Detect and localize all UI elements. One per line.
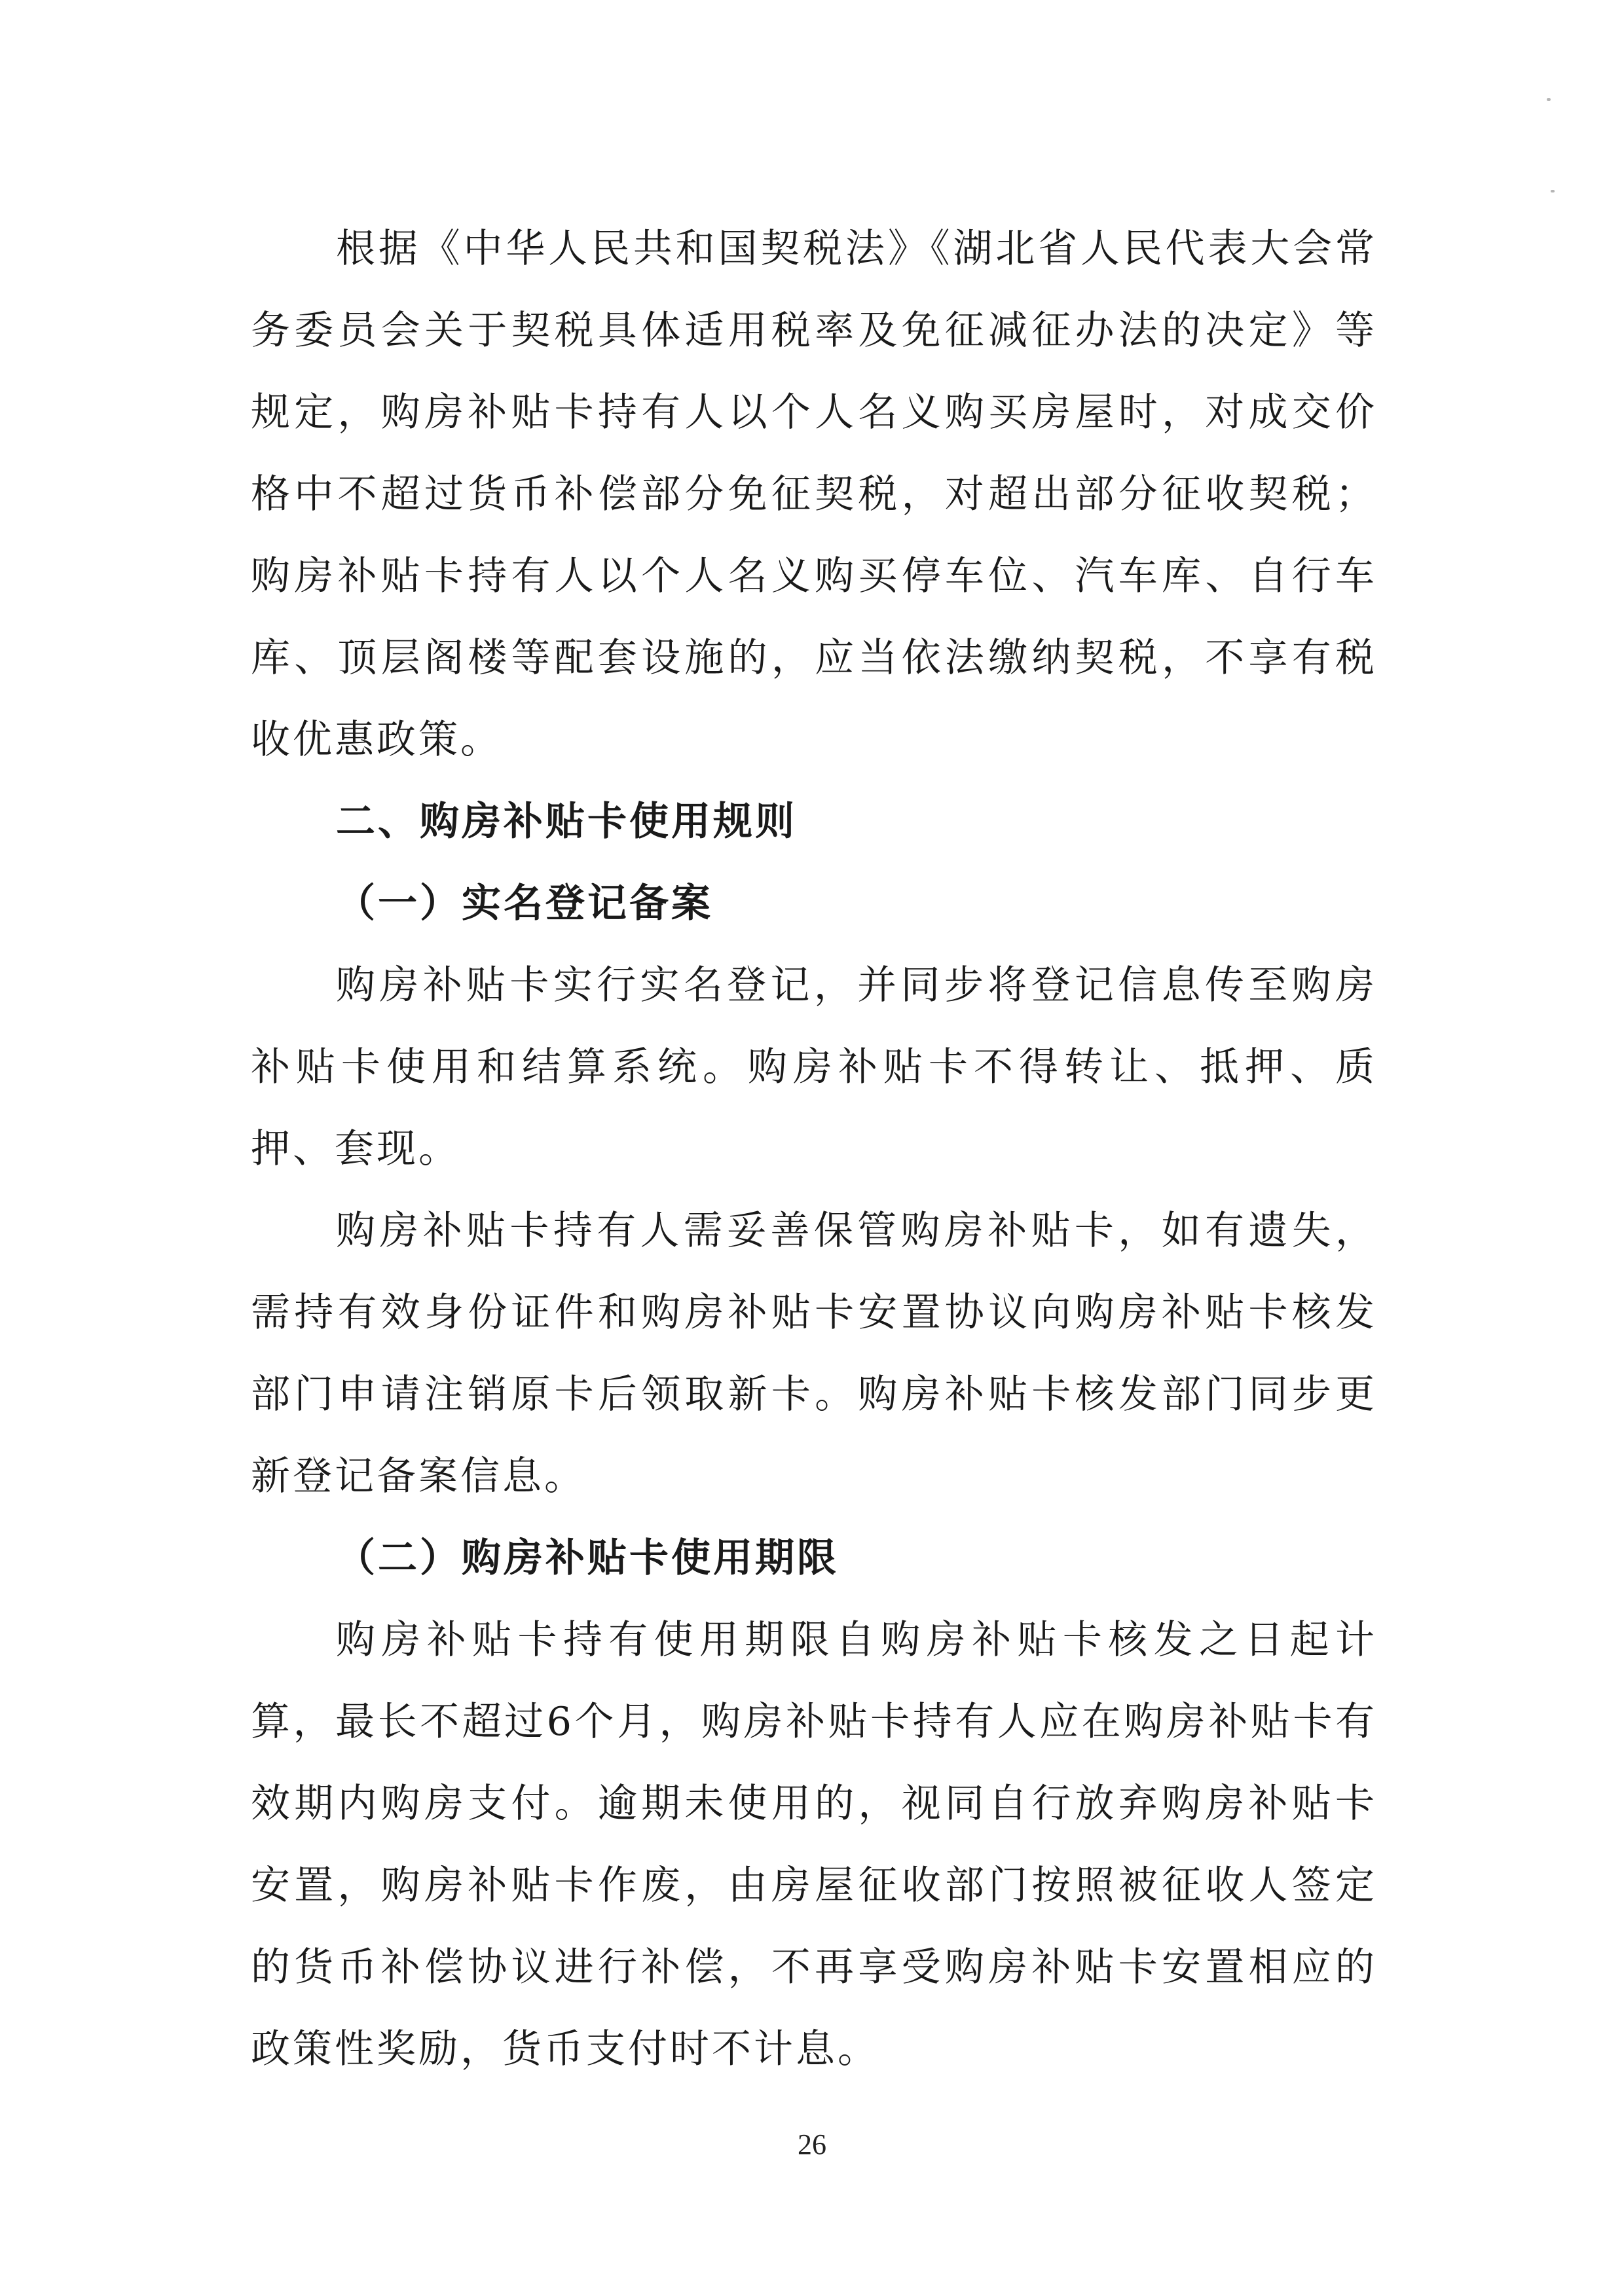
scan-speck — [1547, 98, 1551, 101]
subheading-real-name-registration: （一）实名登记备案 — [336, 881, 713, 926]
subheading-validity-period: （二）购房补贴卡使用期限 — [336, 1535, 839, 1581]
scan-speck — [1551, 190, 1555, 192]
page-number: 26 — [798, 2128, 826, 2160]
paragraph-card-loss: 购房补贴卡持有人需妥善保管购房补贴卡，如有遗失，需持有效身份证件和购房补贴卡安置协议向购房补贴卡核发部门申请注销原卡后领取新卡。购房补贴卡核发部门同步更新登记备案信息。 — [251, 1208, 1377, 1499]
section-heading-usage-rules: 二、购房补贴卡使用规则 — [336, 799, 797, 845]
paragraph-validity: 购房补贴卡持有使用期限自购房补贴卡核发之日起计算，最长不超过6个月，购房补贴卡持有人应在购房补贴卡有效期内购房支付。逾期未使用的，视同自行放弃购房补贴卡安置，购房补贴卡作废，由房屋征收部门按照被征收人签定的货币补偿协议进行补偿，不再享受购房补贴卡安置相应的政策性奖励，货币支付时不计息。 — [251, 1617, 1377, 2072]
body-text — [251, 208, 1377, 2090]
paragraph-deed-tax: 根据《中华人民共和国契税法》《湖北省人民代表大会常务委员会关于契税具体适用税率及免征减征办法的决定》等规定，购房补贴卡持有人以个人名义购买房屋时，对成交价格中不超过货币补偿部分免征契税，对超出部分征收契税；购房补贴卡持有人以个人名义购买停车位、汽车库、自行车库、顶层阁楼等配套设施的，应当依法缴纳契税，不享有税收优惠政策。 — [251, 226, 1377, 763]
paragraph-real-name: 购房补贴卡实行实名登记，并同步将登记信息传至购房补贴卡使用和结算系统。购房补贴卡不得转让、抵押、质押、套现。 — [251, 962, 1377, 1172]
